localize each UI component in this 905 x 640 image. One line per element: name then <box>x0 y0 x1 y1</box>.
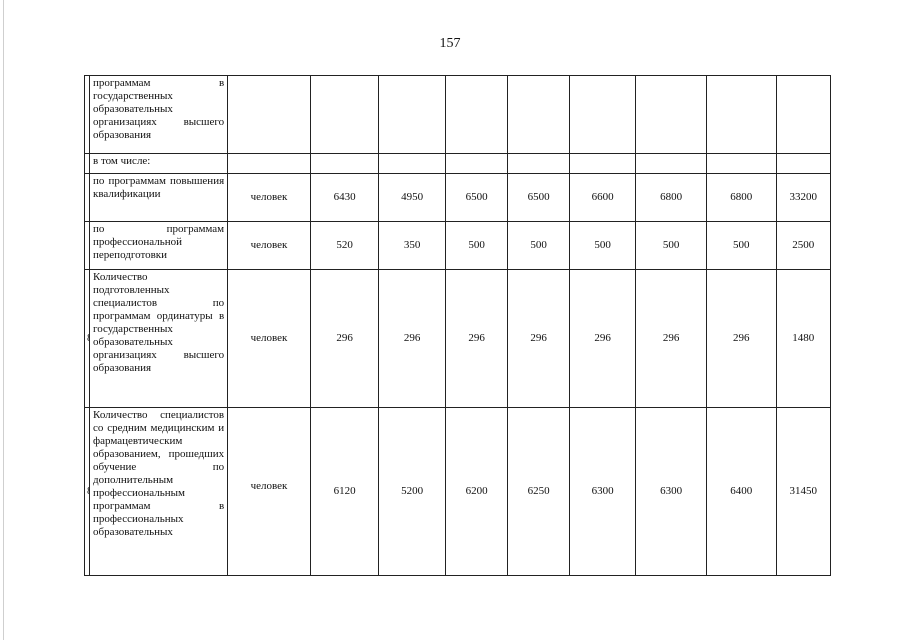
year-value-cell <box>379 76 446 154</box>
unit-cell: человек <box>228 408 311 576</box>
unit-cell <box>228 154 311 174</box>
year-value-cell <box>636 76 707 154</box>
indicator-name-cell: в том числе: <box>90 154 228 174</box>
year-value-cell <box>310 76 379 154</box>
year-value-cell: 6500 <box>508 174 569 222</box>
year-value-cell: 500 <box>445 222 508 270</box>
year-value-cell <box>508 154 569 174</box>
year-value-cell: 296 <box>569 270 636 408</box>
year-value-cell: 5200 <box>379 408 446 576</box>
unit-cell: человек <box>228 174 311 222</box>
indicator-name-cell: Количество специалистов со средним медицинским и фармацевтическим образованием, прошедших обучение по дополнительным профессиональным программам в профессиональных образовательных <box>90 408 228 576</box>
year-value-cell <box>445 76 508 154</box>
table-row <box>85 174 831 222</box>
year-value-cell <box>706 76 776 154</box>
statistics-table <box>84 75 831 576</box>
table-row <box>85 76 831 154</box>
year-value-cell: 4950 <box>379 174 446 222</box>
year-value-cell: 296 <box>706 270 776 408</box>
year-value-cell <box>508 76 569 154</box>
year-value-cell <box>379 154 446 174</box>
year-value-cell <box>636 154 707 174</box>
year-value-cell <box>706 154 776 174</box>
year-value-cell: 296 <box>310 270 379 408</box>
year-value-cell: 500 <box>508 222 569 270</box>
year-value-cell: 6300 <box>569 408 636 576</box>
unit-cell: человек <box>228 222 311 270</box>
year-value-cell <box>310 154 379 174</box>
year-value-cell: 6600 <box>569 174 636 222</box>
table-row <box>85 222 831 270</box>
year-value-cell <box>569 154 636 174</box>
year-value-cell: 296 <box>508 270 569 408</box>
year-value-cell: 6400 <box>706 408 776 576</box>
unit-cell: человек <box>228 270 311 408</box>
total-value-cell: 2500 <box>776 222 831 270</box>
year-value-cell: 6800 <box>636 174 707 222</box>
year-value-cell: 6200 <box>445 408 508 576</box>
page-edge-line <box>3 0 4 640</box>
table-row <box>85 270 831 408</box>
table-row <box>85 408 831 576</box>
year-value-cell: 296 <box>379 270 446 408</box>
year-value-cell: 296 <box>636 270 707 408</box>
total-value-cell <box>776 76 831 154</box>
year-value-cell: 500 <box>706 222 776 270</box>
page-number: 157 <box>439 36 461 51</box>
total-value-cell <box>776 154 831 174</box>
year-value-cell: 6250 <box>508 408 569 576</box>
indicator-name-cell: по программам профессиональной переподготовки <box>90 222 228 270</box>
year-value-cell: 6500 <box>445 174 508 222</box>
unit-cell <box>228 76 311 154</box>
indicator-name-cell: Количество подготовленных специалистов по программам ординатуры в государственных образовательных организациях высшего образования <box>90 270 228 408</box>
year-value-cell: 296 <box>445 270 508 408</box>
indicator-name-cell: программам в государственных образовательных организациях высшего образования <box>90 76 228 154</box>
year-value-cell <box>445 154 508 174</box>
year-value-cell: 6800 <box>706 174 776 222</box>
total-value-cell: 33200 <box>776 174 831 222</box>
total-value-cell: 31450 <box>776 408 831 576</box>
total-value-cell: 1480 <box>776 270 831 408</box>
year-value-cell: 6120 <box>310 408 379 576</box>
year-value-cell: 520 <box>310 222 379 270</box>
year-value-cell: 6430 <box>310 174 379 222</box>
year-value-cell: 350 <box>379 222 446 270</box>
year-value-cell <box>569 76 636 154</box>
year-value-cell: 500 <box>569 222 636 270</box>
table-row <box>85 154 831 174</box>
year-value-cell: 500 <box>636 222 707 270</box>
table-body <box>85 76 831 576</box>
year-value-cell: 6300 <box>636 408 707 576</box>
indicator-name-cell: по программам повышения квалификации <box>90 174 228 222</box>
